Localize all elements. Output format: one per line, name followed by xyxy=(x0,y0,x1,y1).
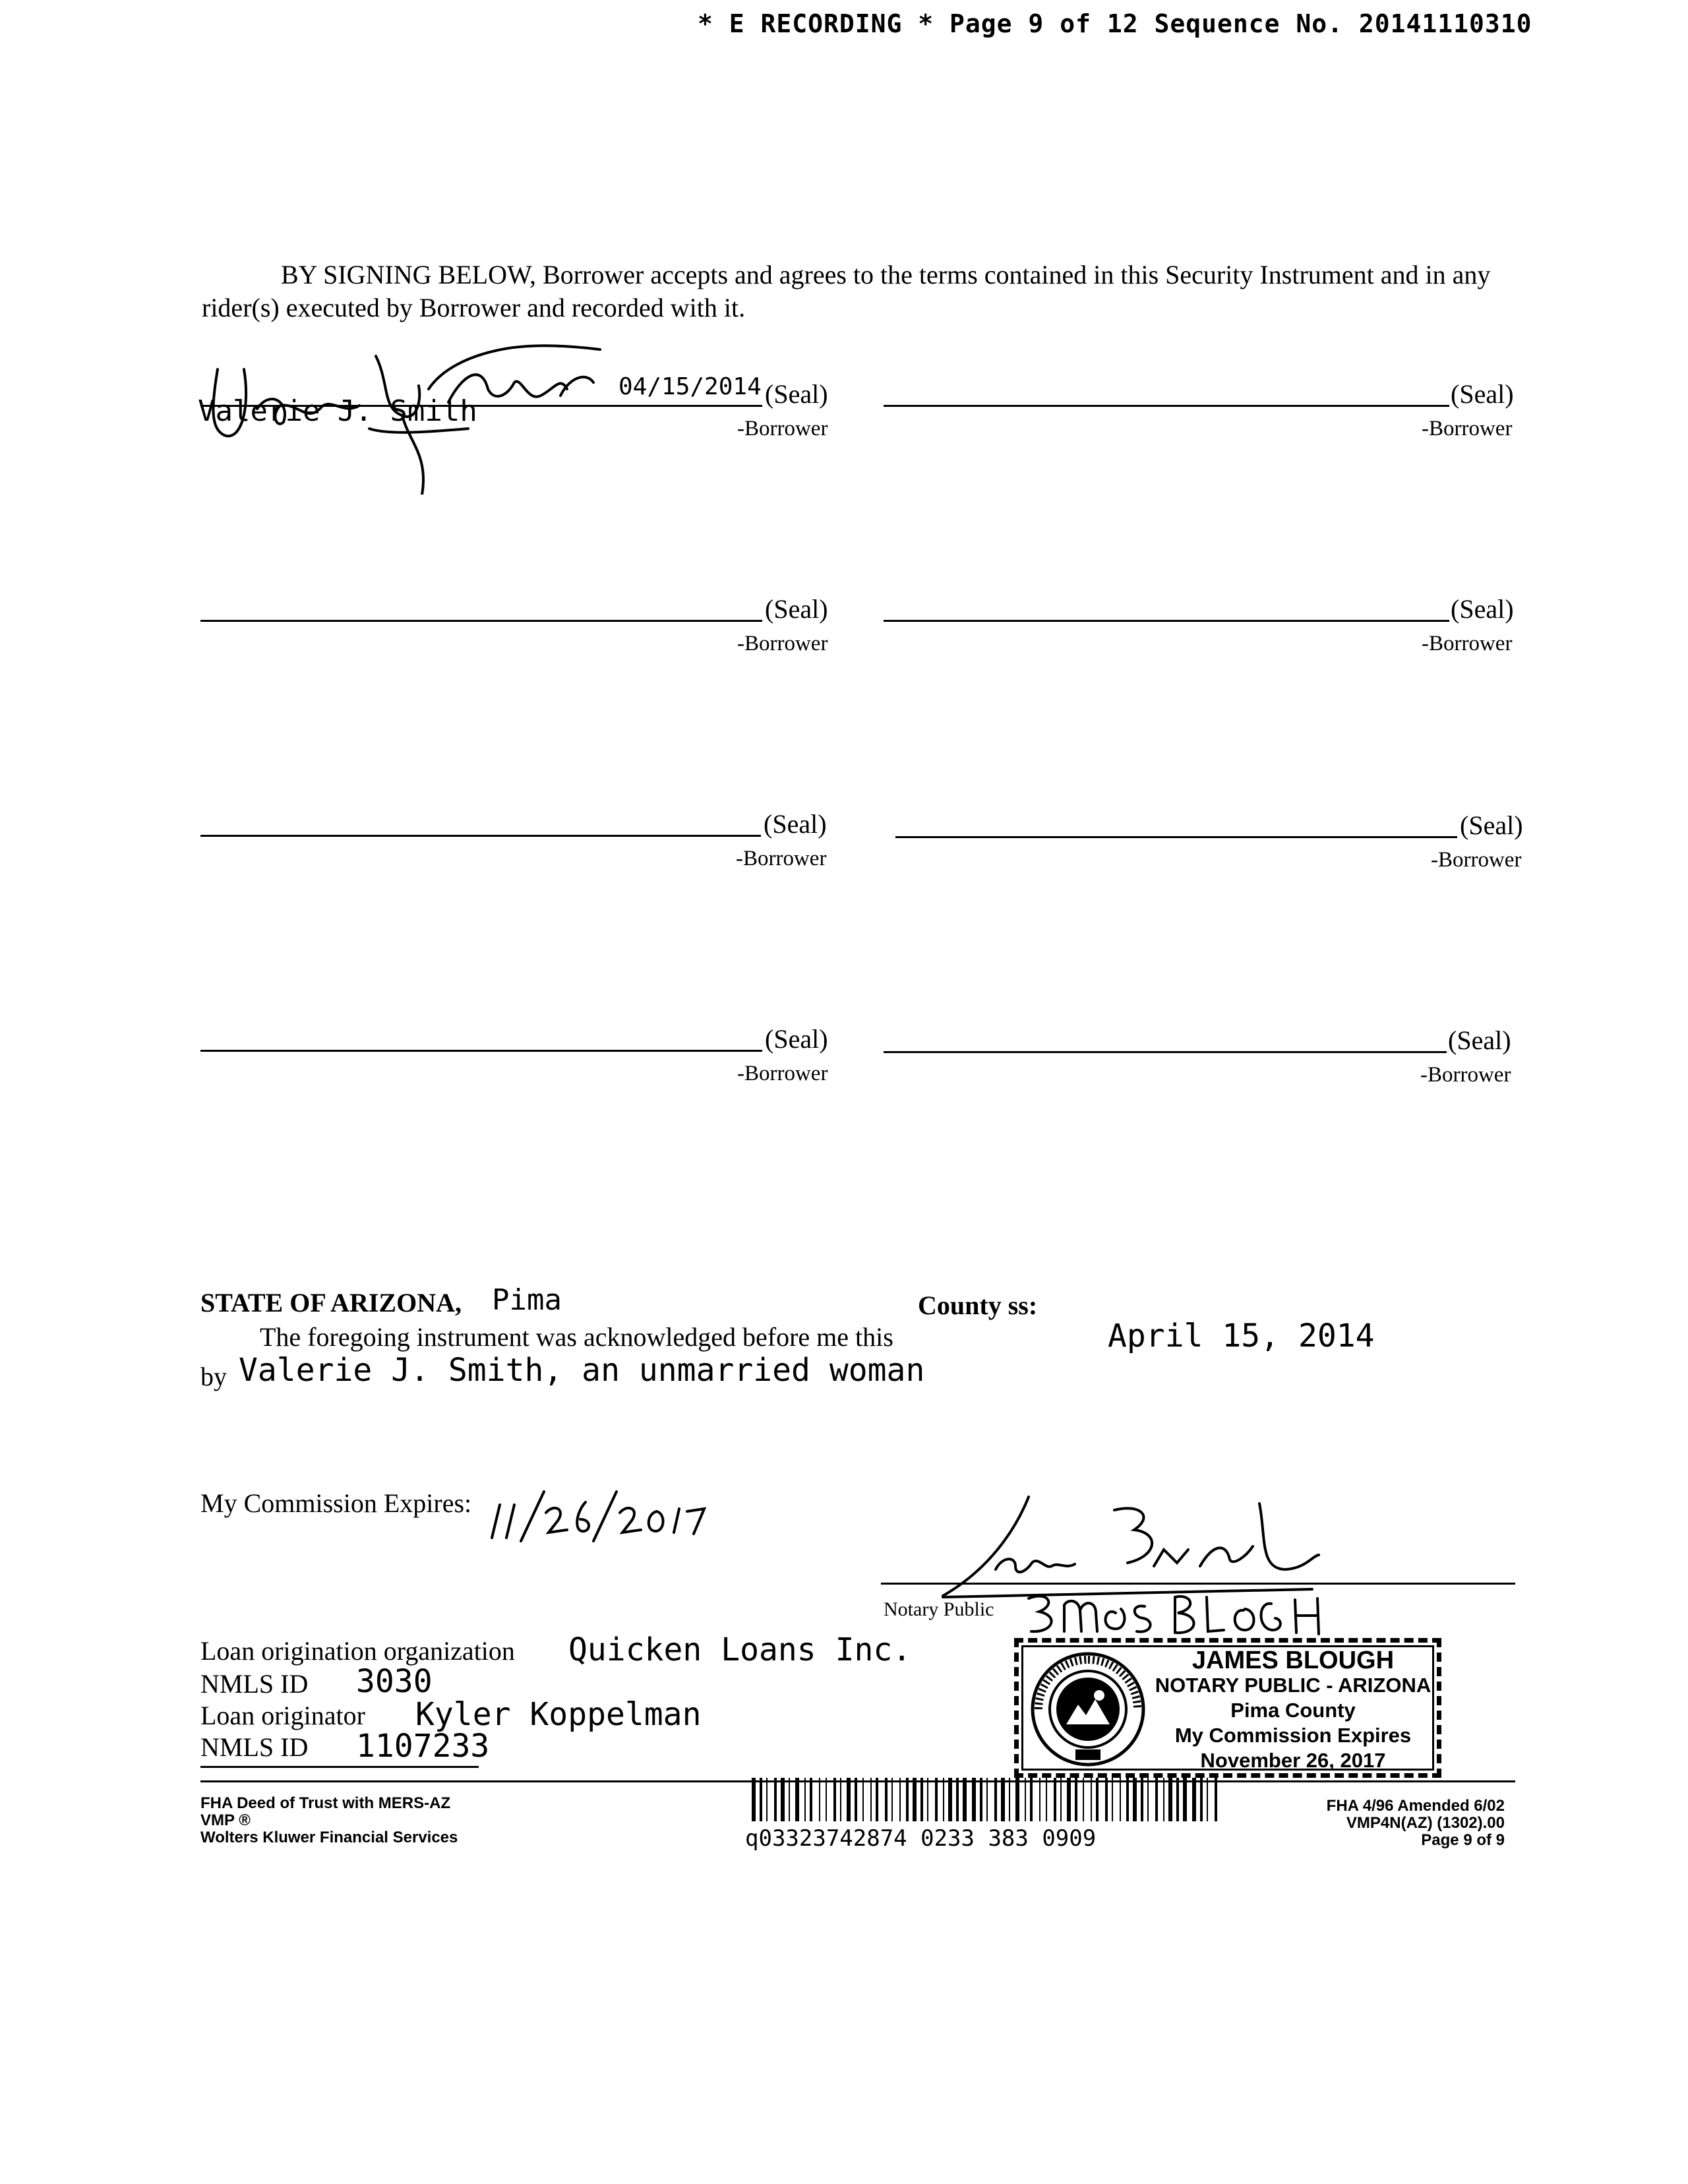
loan-originator-value: Kyler Koppelman xyxy=(415,1696,702,1733)
barcode-bar xyxy=(810,1778,812,1821)
seal-label: (Seal) xyxy=(765,594,828,624)
barcode-bar xyxy=(1120,1778,1121,1821)
barcode-bar xyxy=(1141,1778,1143,1821)
barcode-bar xyxy=(1060,1778,1062,1821)
barcode-bar xyxy=(1067,1778,1071,1821)
notary-signature-line xyxy=(881,1583,1515,1585)
signing-statement: BY SIGNING BELOW, Borrower accepts and agrees to the terms contained in this Security Instrument and in any rider(s) executed by Borrower and recorded with it. xyxy=(202,260,1491,322)
barcode-bar xyxy=(927,1778,928,1821)
barcode-bar xyxy=(870,1778,872,1821)
barcode-bar xyxy=(1112,1778,1113,1821)
acknowledged-by: Valerie J. Smith, an unmarried woman xyxy=(239,1352,925,1389)
signature-line-1-right xyxy=(884,405,1449,407)
barcode-bar xyxy=(920,1778,923,1821)
borrower-label: -Borrower xyxy=(1422,632,1513,655)
barcode-bar xyxy=(1025,1778,1026,1821)
barcode-bar xyxy=(833,1778,836,1821)
org-nmls-label: NMLS ID xyxy=(200,1669,309,1699)
stamp-county: Pima County xyxy=(1230,1699,1356,1722)
barcode-bar xyxy=(1207,1778,1208,1821)
barcode-bar xyxy=(1083,1778,1084,1821)
acknowledgment-text: The foregoing instrument was acknowledged before me this xyxy=(260,1322,893,1352)
org-nmls-value: 3030 xyxy=(356,1663,433,1700)
barcode-bar xyxy=(804,1778,806,1821)
seal-label: (Seal) xyxy=(765,379,828,409)
barcode-bar xyxy=(1200,1778,1203,1821)
barcode-bar xyxy=(1039,1778,1040,1821)
barcode-bar xyxy=(840,1778,841,1821)
originator-nmls-underline xyxy=(200,1766,479,1768)
form-amended: FHA 4/96 Amended 6/02 xyxy=(1326,1797,1505,1815)
barcode-bar xyxy=(1091,1778,1092,1821)
seal-label: (Seal) xyxy=(1451,379,1514,409)
loan-org-value: Quicken Loans Inc. xyxy=(568,1631,912,1668)
barcode-bar xyxy=(980,1778,982,1821)
borrower-label: -Borrower xyxy=(1420,1063,1511,1087)
signature-line-3-right xyxy=(895,836,1457,838)
barcode-bar xyxy=(826,1778,827,1821)
form-version xyxy=(1306,1798,1505,1849)
barcode-bar xyxy=(1215,1778,1217,1821)
barcode-bar xyxy=(891,1778,893,1821)
barcode-bar xyxy=(847,1778,851,1821)
barcode-bar xyxy=(1009,1778,1010,1821)
barcode-bar xyxy=(1126,1778,1129,1821)
by-label: by xyxy=(200,1362,227,1391)
barcode-bar xyxy=(766,1778,768,1821)
barcode-bar xyxy=(1163,1778,1164,1821)
barcode-bar xyxy=(948,1778,952,1821)
barcode-bar xyxy=(1176,1778,1179,1821)
signature-line-2-right xyxy=(884,620,1449,622)
barcode-bar xyxy=(963,1778,967,1821)
signature-line-2-left xyxy=(200,620,762,622)
barcode-bar xyxy=(1183,1778,1187,1821)
barcode xyxy=(749,1778,1224,1824)
barcode-bar xyxy=(994,1778,997,1821)
form-title: FHA Deed of Trust with MERS-AZ xyxy=(200,1794,451,1812)
signature-line-4-right xyxy=(884,1051,1447,1053)
vendor-mark: VMP ® xyxy=(200,1811,251,1829)
barcode-bar xyxy=(1105,1778,1108,1821)
barcode-bar xyxy=(1054,1778,1056,1821)
seal-label: (Seal) xyxy=(1451,594,1514,624)
barcode-bar xyxy=(1192,1778,1196,1821)
barcode-bar xyxy=(913,1778,917,1821)
barcode-bar xyxy=(1155,1778,1158,1821)
signer-name: Valerie J. Smith xyxy=(198,394,477,428)
barcode-bar xyxy=(1046,1778,1047,1821)
barcode-bar xyxy=(885,1778,888,1821)
barcode-bar xyxy=(1001,1778,1005,1821)
borrower-label: -Borrower xyxy=(1431,848,1522,872)
county-ss-label: County ss: xyxy=(918,1290,1038,1320)
barcode-bar xyxy=(819,1778,820,1821)
borrower-label: -Borrower xyxy=(737,1062,828,1085)
barcode-bar xyxy=(795,1778,799,1821)
barcode-bar xyxy=(752,1778,756,1821)
barcode-bar xyxy=(1030,1778,1033,1821)
signature-line-4-left xyxy=(200,1050,762,1052)
borrower-label: -Borrower xyxy=(736,847,827,870)
form-identifier xyxy=(200,1795,458,1846)
borrower-label: -Borrower xyxy=(737,632,828,655)
vendor-name: Wolters Kluwer Financial Services xyxy=(200,1829,458,1846)
seal-label: (Seal) xyxy=(1460,810,1523,840)
seal-label: (Seal) xyxy=(764,809,827,839)
stamp-expires-date: November 26, 2017 xyxy=(1200,1749,1386,1772)
originator-nmls-label: NMLS ID xyxy=(200,1732,309,1762)
barcode-bar xyxy=(1075,1778,1077,1821)
barcode-bar xyxy=(1133,1778,1137,1821)
form-page: Page 9 of 9 xyxy=(1421,1831,1505,1849)
barcode-bar xyxy=(1015,1778,1019,1821)
borrower-label: -Borrower xyxy=(1422,417,1513,440)
notary-public-label: Notary Public xyxy=(884,1598,994,1620)
barcode-bar xyxy=(906,1778,909,1821)
signature-line-3-left xyxy=(200,835,761,837)
barcode-bar xyxy=(1096,1778,1099,1821)
arizona-seal-icon xyxy=(1029,1651,1147,1768)
barcode-bar xyxy=(774,1778,777,1821)
loan-originator-label: Loan originator xyxy=(200,1701,365,1730)
barcode-bar xyxy=(876,1778,878,1821)
county-name: Pima xyxy=(492,1283,562,1317)
barcode-bar xyxy=(1168,1778,1172,1821)
seal-label: (Seal) xyxy=(765,1024,828,1054)
stamp-title: NOTARY PUBLIC - ARIZONA xyxy=(1155,1674,1432,1697)
stamp-expires-label: My Commission Expires xyxy=(1174,1724,1412,1747)
acknowledgment-date: April 15, 2014 xyxy=(1108,1318,1375,1354)
barcode-bar xyxy=(862,1778,864,1821)
seal-label: (Seal) xyxy=(1448,1025,1511,1055)
state-label: STATE OF ARIZONA, xyxy=(200,1288,462,1318)
barcode-bar xyxy=(789,1778,790,1821)
barcode-bar xyxy=(899,1778,901,1821)
stamp-notary-name: JAMES BLOUGH xyxy=(1191,1647,1395,1674)
originator-nmls-value: 1107233 xyxy=(356,1728,490,1765)
commission-expires-label: My Commission Expires: xyxy=(200,1488,472,1518)
recording-header: * E RECORDING * Page 9 of 12 Sequence No. 20141110310 xyxy=(698,9,1532,38)
barcode-bar xyxy=(935,1778,938,1821)
barcode-bar xyxy=(855,1778,857,1821)
loan-org-label: Loan origination organization xyxy=(200,1636,515,1666)
barcode-bar xyxy=(1147,1778,1149,1821)
barcode-bar xyxy=(986,1778,988,1821)
form-code: VMP4N(AZ) (1302).00 xyxy=(1346,1814,1505,1832)
barcode-bar xyxy=(956,1778,959,1821)
barcode-bar xyxy=(972,1778,976,1821)
barcode-bar xyxy=(943,1778,944,1821)
barcode-bar xyxy=(781,1778,785,1821)
barcode-bar xyxy=(760,1778,762,1821)
handwritten-notary-name xyxy=(1022,1587,1339,1639)
signature-date: 04/15/2014 xyxy=(618,373,762,400)
borrower-label: -Borrower xyxy=(737,417,828,440)
notary-stamp xyxy=(1014,1638,1441,1778)
barcode-number: q03323742874 0233 383 0909 xyxy=(745,1825,1097,1852)
handwritten-commission-date xyxy=(481,1485,719,1544)
